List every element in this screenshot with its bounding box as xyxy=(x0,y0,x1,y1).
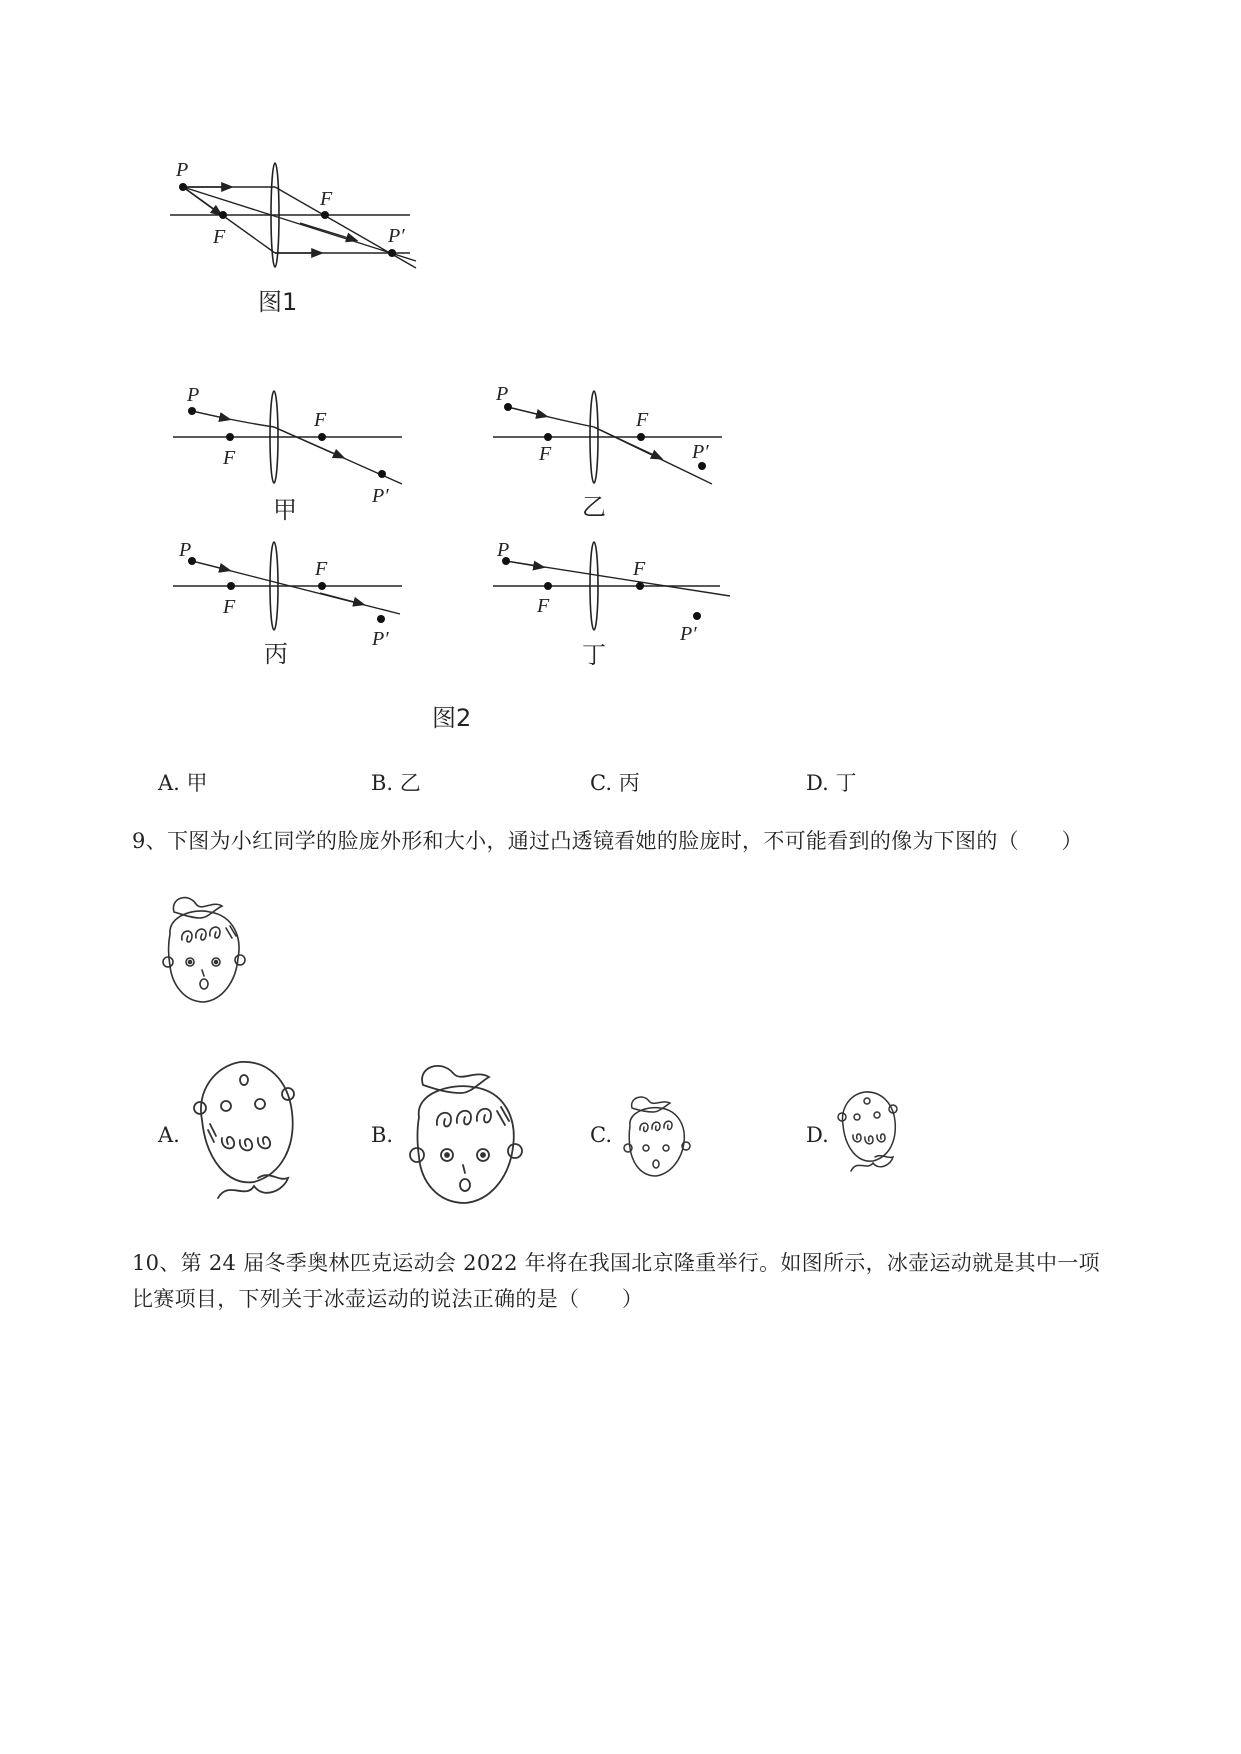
q9-option-d-image[interactable] xyxy=(835,1085,900,1175)
q8-option-a[interactable]: A. 甲 xyxy=(158,771,208,795)
svg-text:P: P xyxy=(496,383,509,405)
q9-option-b-image[interactable] xyxy=(405,1055,530,1210)
panel-label-bing: 丙 xyxy=(264,640,288,668)
panel-label-jia: 甲 xyxy=(273,496,297,524)
svg-text:P′: P′ xyxy=(680,623,697,645)
figure-2-panel-yi xyxy=(490,380,740,510)
svg-text:F: F xyxy=(314,409,327,431)
q9-option-a-label[interactable]: A. xyxy=(158,1123,180,1147)
svg-text:F: F xyxy=(223,596,236,618)
svg-text:P: P xyxy=(187,384,200,406)
q8-option-b[interactable]: B. 乙 xyxy=(371,771,421,795)
reference-face-image xyxy=(160,888,250,1008)
q8-option-c[interactable]: C. 丙 xyxy=(590,771,640,795)
question-10-line-2: 比赛项目，下列关于冰壶运动的说法正确的是（ ） xyxy=(132,1287,644,1311)
q9-option-c-image[interactable] xyxy=(622,1090,692,1180)
svg-text:F: F xyxy=(223,447,236,469)
figure-1-diagram xyxy=(170,160,470,310)
svg-text:F: F xyxy=(633,558,646,580)
label-f-right: F xyxy=(320,188,333,210)
q9-option-a-image[interactable] xyxy=(188,1050,303,1210)
svg-text:F: F xyxy=(539,443,552,465)
svg-text:P: P xyxy=(179,539,192,561)
q9-option-b-label[interactable]: B. xyxy=(371,1123,394,1147)
question-9-text: 9、下图为小红同学的脸庞外形和大小，通过凸透镜看她的脸庞时，不可能看到的像为下图的（ ） xyxy=(132,829,1083,853)
q9-option-c-label[interactable]: C. xyxy=(590,1123,612,1147)
svg-text:P′: P′ xyxy=(692,441,709,463)
figure-2-panel-bing xyxy=(170,530,420,660)
svg-text:F: F xyxy=(636,409,649,431)
panel-label-yi: 乙 xyxy=(582,493,606,521)
svg-text:P′: P′ xyxy=(372,628,389,650)
svg-text:F: F xyxy=(315,558,328,580)
figure-2-panel-ding xyxy=(490,530,750,660)
q9-option-d-label[interactable]: D. xyxy=(806,1123,829,1147)
question-10-line-1: 10、第 24 届冬季奥林匹克运动会 2022 年将在我国北京隆重举行。如图所示，冰壶运动就是其中一项 xyxy=(132,1251,1100,1275)
panel-label-ding: 丁 xyxy=(582,641,606,669)
svg-text:F: F xyxy=(537,595,550,617)
label-p: P xyxy=(176,160,189,181)
q8-option-d[interactable]: D. 丁 xyxy=(806,771,857,795)
label-p-image: P′ xyxy=(388,225,405,247)
figure-2-caption: 图2 xyxy=(432,704,472,732)
label-f-left: F xyxy=(213,226,226,248)
svg-text:P′: P′ xyxy=(372,485,389,507)
figure-1-caption: 图1 xyxy=(258,288,298,316)
svg-text:P: P xyxy=(497,539,510,561)
